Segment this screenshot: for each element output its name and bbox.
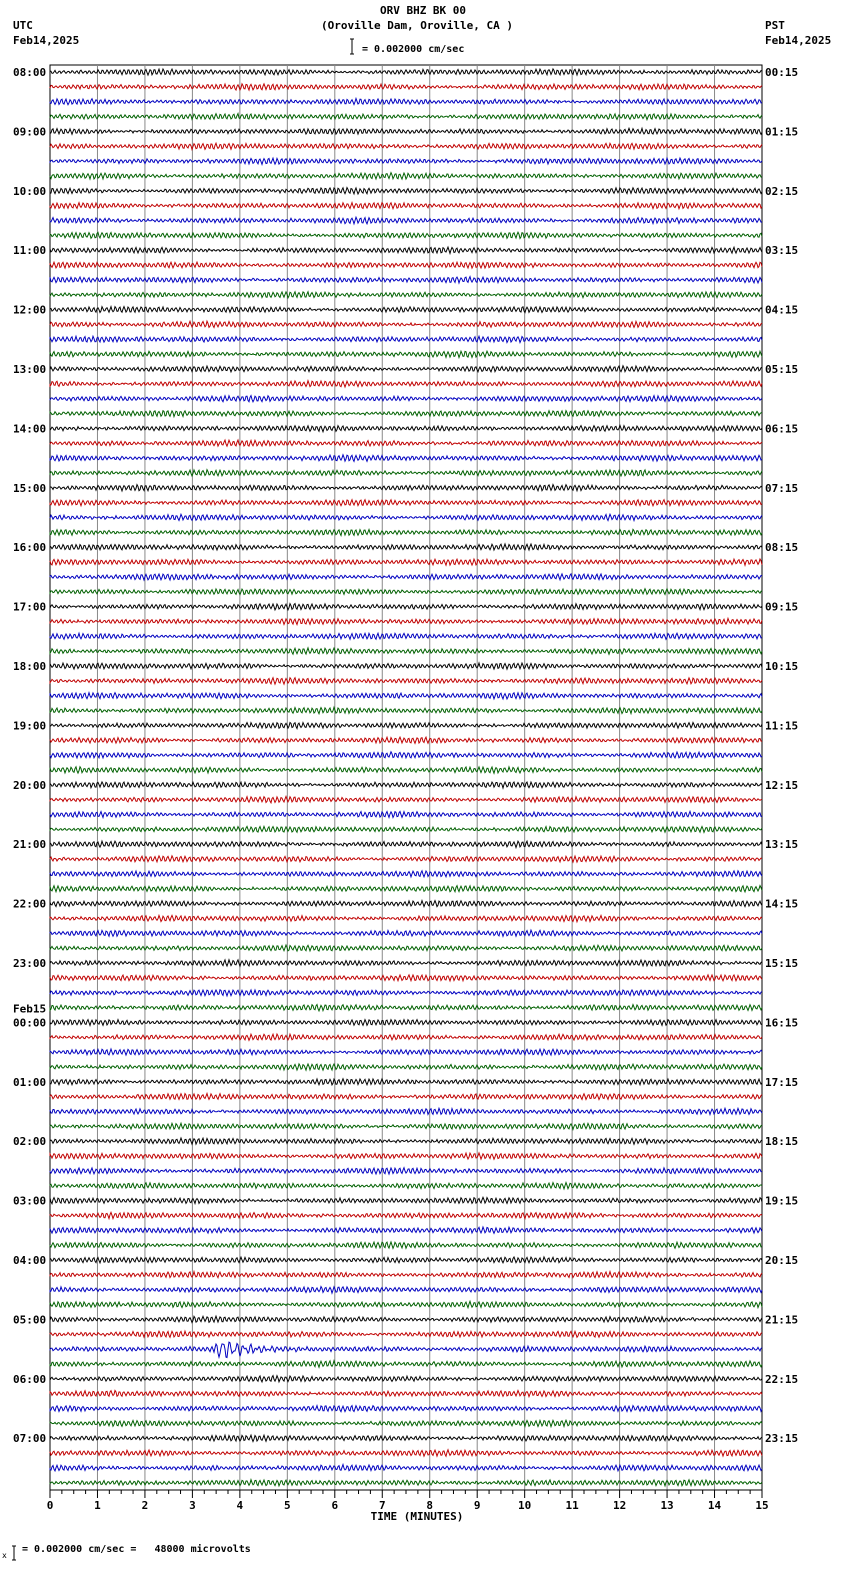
seismic-trace — [50, 396, 762, 402]
pst-hour-label: 08:15 — [765, 541, 799, 555]
x-tick-label: 7 — [378, 1499, 386, 1512]
seismic-trace — [50, 990, 762, 996]
right-timezone: PST — [765, 19, 785, 32]
seismic-trace — [50, 574, 762, 580]
seismic-trace — [50, 752, 762, 758]
seismic-trace — [50, 203, 762, 209]
seismic-trace — [50, 604, 762, 610]
seismic-trace — [50, 559, 762, 565]
x-tick-label: 14 — [707, 1499, 722, 1512]
pst-hour-label: 19:15 — [765, 1194, 799, 1208]
x-tick-label: 15 — [755, 1499, 769, 1512]
seismic-trace — [50, 455, 762, 462]
utc-hour-label: 07:00 — [13, 1432, 47, 1446]
pst-hour-label: 23:15 — [765, 1432, 799, 1446]
x-tick-label: 3 — [189, 1499, 196, 1512]
seismic-trace — [50, 128, 762, 134]
seismic-trace — [50, 99, 762, 105]
seismic-trace — [50, 1242, 762, 1249]
pst-hour-label: 06:15 — [765, 422, 799, 436]
utc-hour-label: 05:00 — [13, 1313, 47, 1327]
seismic-trace — [50, 797, 762, 803]
seismic-trace — [50, 69, 762, 75]
utc-hour-label: 16:00 — [13, 541, 47, 555]
utc-hour-label: 10:00 — [13, 184, 47, 198]
seismic-trace — [50, 143, 762, 149]
seismic-trace — [50, 262, 762, 268]
seismic-trace — [50, 856, 762, 862]
seismic-trace — [50, 158, 762, 164]
pst-hour-label: 05:15 — [765, 363, 799, 376]
seismic-trace — [50, 1153, 762, 1159]
utc-hour-label: 15:00 — [13, 481, 47, 495]
seismic-trace — [50, 723, 762, 729]
utc-hour-label: 01:00 — [13, 1075, 47, 1089]
pst-hour-label: 07:15 — [765, 481, 799, 495]
pst-hour-label: 01:15 — [765, 125, 799, 139]
seismic-trace — [50, 678, 762, 684]
seismic-trace — [50, 544, 762, 550]
seismic-trace — [50, 1212, 762, 1218]
seismic-trace — [50, 217, 762, 224]
seismic-trace — [50, 693, 762, 699]
date-change-label: Feb15 — [13, 1002, 47, 1016]
seismic-trace — [50, 1391, 762, 1397]
seismic-trace — [50, 975, 762, 981]
seismic-trace — [50, 247, 762, 253]
pst-hour-label: 11:15 — [765, 719, 799, 733]
seismic-trace — [50, 960, 762, 966]
seismic-trace — [50, 1361, 762, 1368]
seismic-trace — [50, 1183, 762, 1189]
seismic-trace — [50, 1301, 762, 1307]
seismic-trace — [50, 1342, 762, 1357]
x-tick-label: 1 — [94, 1499, 101, 1512]
pst-hour-label: 21:15 — [765, 1313, 799, 1327]
utc-hour-label: 08:00 — [13, 66, 47, 79]
seismic-trace — [50, 841, 762, 847]
x-tick-label: 10 — [518, 1499, 532, 1512]
seismic-trace — [50, 811, 762, 817]
pst-hour-label: 17:15 — [765, 1075, 799, 1089]
seismic-trace — [50, 737, 762, 743]
seismic-trace — [50, 1435, 762, 1441]
seismic-trace — [50, 1079, 762, 1085]
pst-hour-label: 10:15 — [765, 660, 799, 673]
seismic-trace — [50, 871, 762, 877]
utc-hour-label: 19:00 — [13, 719, 47, 733]
utc-hour-label: 21:00 — [13, 838, 47, 852]
pst-hour-label: 03:15 — [765, 244, 799, 258]
seismic-trace — [50, 529, 762, 535]
x-tick-label: 5 — [284, 1499, 291, 1512]
seismic-trace — [50, 232, 762, 238]
utc-hour-label: 06:00 — [13, 1372, 47, 1386]
pst-hour-label: 15:15 — [765, 957, 799, 970]
seismic-trace — [50, 1034, 762, 1040]
seismic-trace — [50, 1108, 762, 1114]
seismic-trace — [50, 514, 762, 520]
x-tick-label: 13 — [660, 1499, 674, 1512]
seismic-trace — [50, 426, 762, 432]
seismic-trace — [50, 1257, 762, 1263]
seismic-trace — [50, 381, 762, 387]
utc-hour-label: 14:00 — [13, 422, 47, 436]
seismic-trace — [50, 1480, 762, 1486]
seismic-trace — [50, 307, 762, 313]
seismic-trace — [50, 633, 762, 639]
seismic-trace — [50, 470, 762, 476]
x-tick-label: 6 — [331, 1499, 339, 1512]
utc-hour-label: 03:00 — [13, 1194, 47, 1208]
seismic-trace — [50, 114, 762, 120]
seismic-trace — [50, 1123, 762, 1129]
x-axis-label: TIME (MINUTES) — [370, 1510, 464, 1523]
seismic-trace — [50, 618, 762, 624]
utc-hour-label: 09:00 — [13, 125, 47, 139]
pst-hour-label: 16:15 — [765, 1016, 799, 1030]
seismic-trace — [50, 1406, 762, 1412]
utc-hour-label: 23:00 — [13, 957, 47, 970]
seismic-trace — [50, 826, 762, 832]
seismic-trace — [50, 1287, 762, 1294]
utc-hour-label: 02:00 — [13, 1135, 47, 1149]
seismic-trace — [50, 930, 762, 936]
seismic-trace — [50, 188, 762, 194]
footer-scale-marker: x — [2, 1551, 7, 1560]
seismic-trace — [50, 277, 762, 283]
scale-label: = 0.002000 cm/sec — [362, 44, 465, 55]
x-tick-label: 9 — [473, 1499, 481, 1512]
seismic-trace — [50, 886, 762, 892]
seismic-trace — [50, 1094, 762, 1100]
seismic-trace — [50, 1020, 762, 1026]
x-tick-label: 4 — [236, 1499, 244, 1512]
pst-hour-label: 20:15 — [765, 1254, 799, 1267]
utc-hour-label: 13:00 — [13, 363, 47, 376]
seismic-trace — [50, 84, 762, 90]
seismic-trace — [50, 173, 762, 180]
seismic-trace — [50, 1272, 762, 1278]
seismic-trace — [50, 411, 762, 417]
seismic-trace — [50, 440, 762, 446]
pst-hour-label: 04:15 — [765, 303, 799, 317]
pst-hour-label: 12:15 — [765, 778, 799, 792]
utc-hour-label: 18:00 — [13, 660, 47, 673]
seismic-trace — [50, 1465, 762, 1471]
seismic-trace — [50, 1049, 762, 1055]
station-title: ORV BHZ BK 00 — [379, 4, 467, 17]
utc-hour-label: 17:00 — [13, 600, 47, 614]
x-tick-label: 8 — [426, 1499, 434, 1512]
seismic-trace — [50, 782, 762, 788]
seismic-trace — [50, 589, 762, 595]
seismic-trace — [50, 1420, 762, 1426]
seismic-trace — [50, 1376, 762, 1382]
pst-hour-label: 18:15 — [765, 1135, 799, 1149]
x-tick-label: 0 — [46, 1499, 54, 1512]
seismic-trace — [50, 663, 762, 669]
x-tick-label: 12 — [612, 1499, 627, 1512]
left-date: Feb14,2025 — [13, 34, 80, 47]
seismic-trace — [50, 1005, 762, 1011]
seismic-trace — [50, 915, 762, 921]
utc-hour-label: 00:00 — [13, 1016, 47, 1030]
utc-hour-label: 04:00 — [13, 1254, 47, 1267]
seismic-trace — [50, 1316, 762, 1322]
footer-scale-note: = 0.002000 cm/sec = 48000 microvolts — [22, 1544, 251, 1555]
utc-hour-label: 20:00 — [13, 778, 47, 792]
seismic-trace — [50, 945, 762, 951]
seismic-trace — [50, 1197, 762, 1203]
seismic-trace — [50, 336, 762, 342]
utc-hour-label: 22:00 — [13, 897, 47, 911]
seismic-trace — [50, 1450, 762, 1456]
seismic-trace — [50, 1331, 762, 1337]
seismic-trace — [50, 292, 762, 298]
seismic-trace — [50, 767, 762, 774]
seismic-trace — [50, 707, 762, 713]
seismic-trace — [50, 1064, 762, 1070]
station-location: (Oroville Dam, Oroville, CA ) — [320, 19, 514, 32]
x-tick-label: 11 — [565, 1499, 579, 1512]
seismic-trace — [50, 1168, 762, 1174]
seismic-trace — [50, 351, 762, 357]
left-timezone: UTC — [13, 19, 33, 32]
pst-hour-label: 09:15 — [765, 600, 799, 614]
seismic-trace — [50, 1227, 762, 1233]
seismic-trace — [50, 901, 762, 907]
seismic-trace — [50, 1138, 762, 1144]
seismic-trace — [50, 321, 762, 327]
pst-hour-label: 00:15 — [765, 66, 799, 79]
utc-hour-label: 11:00 — [13, 244, 47, 258]
pst-hour-label: 02:15 — [765, 184, 799, 198]
pst-hour-label: 14:15 — [765, 897, 799, 911]
seismic-trace — [50, 648, 762, 654]
seismic-trace — [50, 500, 762, 506]
utc-hour-label: 12:00 — [13, 303, 47, 317]
seismic-trace — [50, 366, 762, 372]
x-tick-label: 2 — [141, 1499, 149, 1512]
right-date: Feb14,2025 — [765, 34, 832, 47]
pst-hour-label: 22:15 — [765, 1372, 799, 1386]
seismic-trace — [50, 485, 762, 491]
pst-hour-label: 13:15 — [765, 838, 799, 852]
